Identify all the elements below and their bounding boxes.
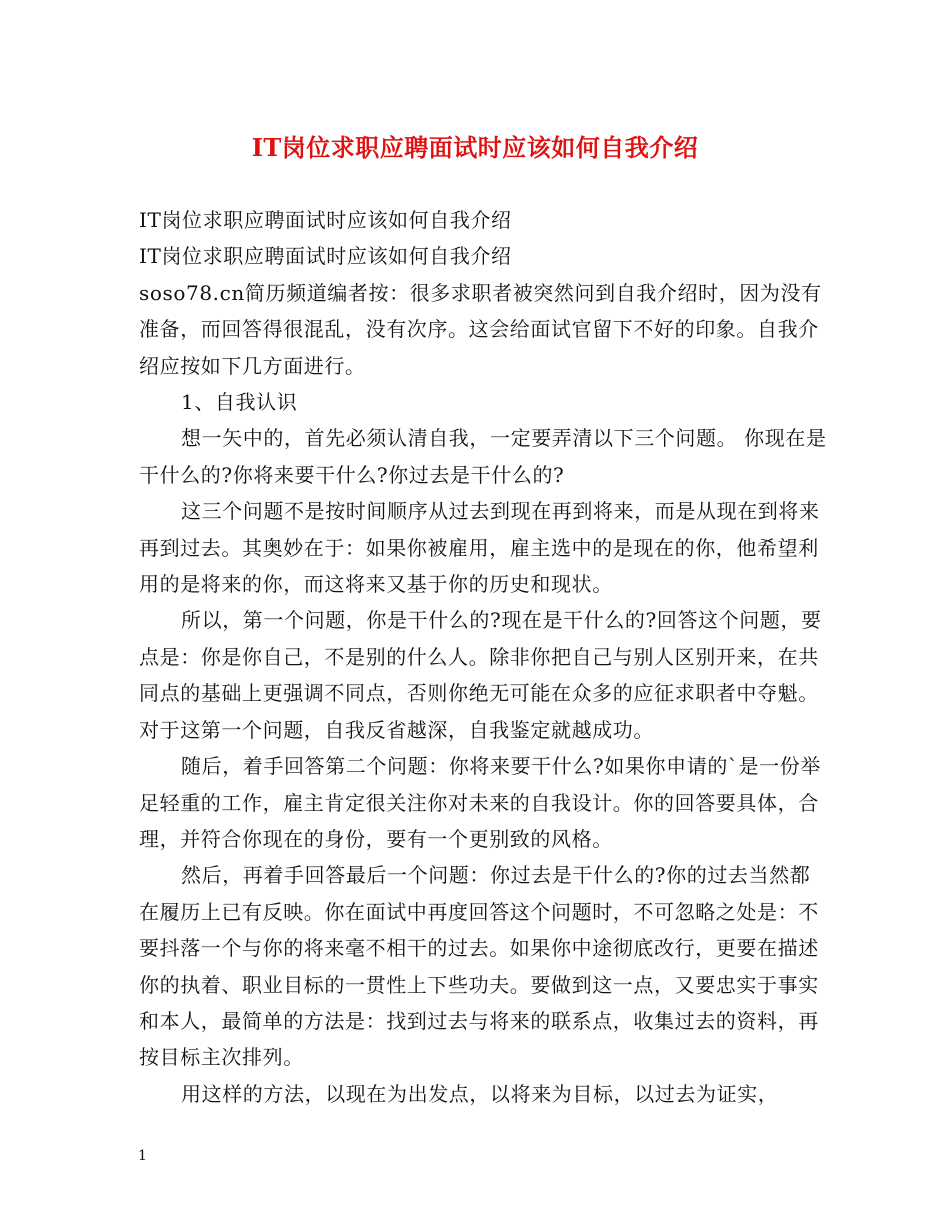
body-paragraph: 所以，第一个问题，你是干什么的?现在是干什么的?回答这个问题，要点是：你是你自己，不是别的什么人。除非你把自己与别人区别开来，在共同点的基础上更强调不同点，否则你绝无可能在众多的应征求职者中夺魁。 对于这第一个问题，自我反省越深，自我鉴定就越成功。 — [139, 608, 822, 742]
body-paragraph-intro: soso78.cn简历频道编者按：很多求职者被突然问到自我介绍时，因为没有准备，而回答得很混乱，没有次序。这会给面试官留下不好的印象。自我介绍应按如下几方面进行。 — [139, 280, 822, 378]
body-paragraph: 想一矢中的，首先必须认清自我，一定要弄清以下三个问题。 你现在是干什么的?你将来要干什么?你过去是干什么的? — [139, 426, 827, 487]
body-paragraph-section-heading: 1、自我认识 — [181, 390, 298, 415]
body-paragraph-heading-2: IT岗位求职应聘面试时应该如何自我介绍 — [139, 244, 512, 269]
document-body — [139, 202, 829, 1112]
body-paragraph-heading-1: IT岗位求职应聘面试时应该如何自我介绍 — [139, 208, 512, 232]
body-paragraph: 这三个问题不是按时间顺序从过去到现在再到将来，而是从现在到将来再到过去。其奥妙在于：如果你被雇用，雇主选中的是现在的你，他希望利用的是将来的你，而这将来又基于你的历史和现状。 — [139, 499, 820, 597]
body-paragraph: 随后，着手回答第二个问题：你将来要干什么?如果你申请的`是一份举足轻重的工作，雇主肯定很关注你对未来的自我设计。你的回答要具体，合理，并符合你现在的身份，要有一个更别致的风格。 — [139, 754, 821, 851]
body-paragraph: 然后，再着手回答最后一个问题：你过去是干什么的?你的过去当然都在履历上已有反映。你在面试中再度回答这个问题时，不可忽略之处是：不要抖落一个与你的将来毫不相干的过去。如果你中途彻底改行，更要在描述你的执着、职业目标的一贯性上下些功夫。要做到这一点，又要忠实于事实和本人，最简单的方法是：找到过去与将来的联系点，收集过去的资料，再按目标主次排列。 — [139, 863, 819, 1070]
document-title: IT岗位求职应聘面试时应该如何自我介绍 — [251, 133, 699, 162]
body-paragraph: 用这样的方法，以现在为出发点，以将来为目标，以过去为证实， — [181, 1081, 779, 1106]
page-number: 1 — [138, 1148, 147, 1164]
